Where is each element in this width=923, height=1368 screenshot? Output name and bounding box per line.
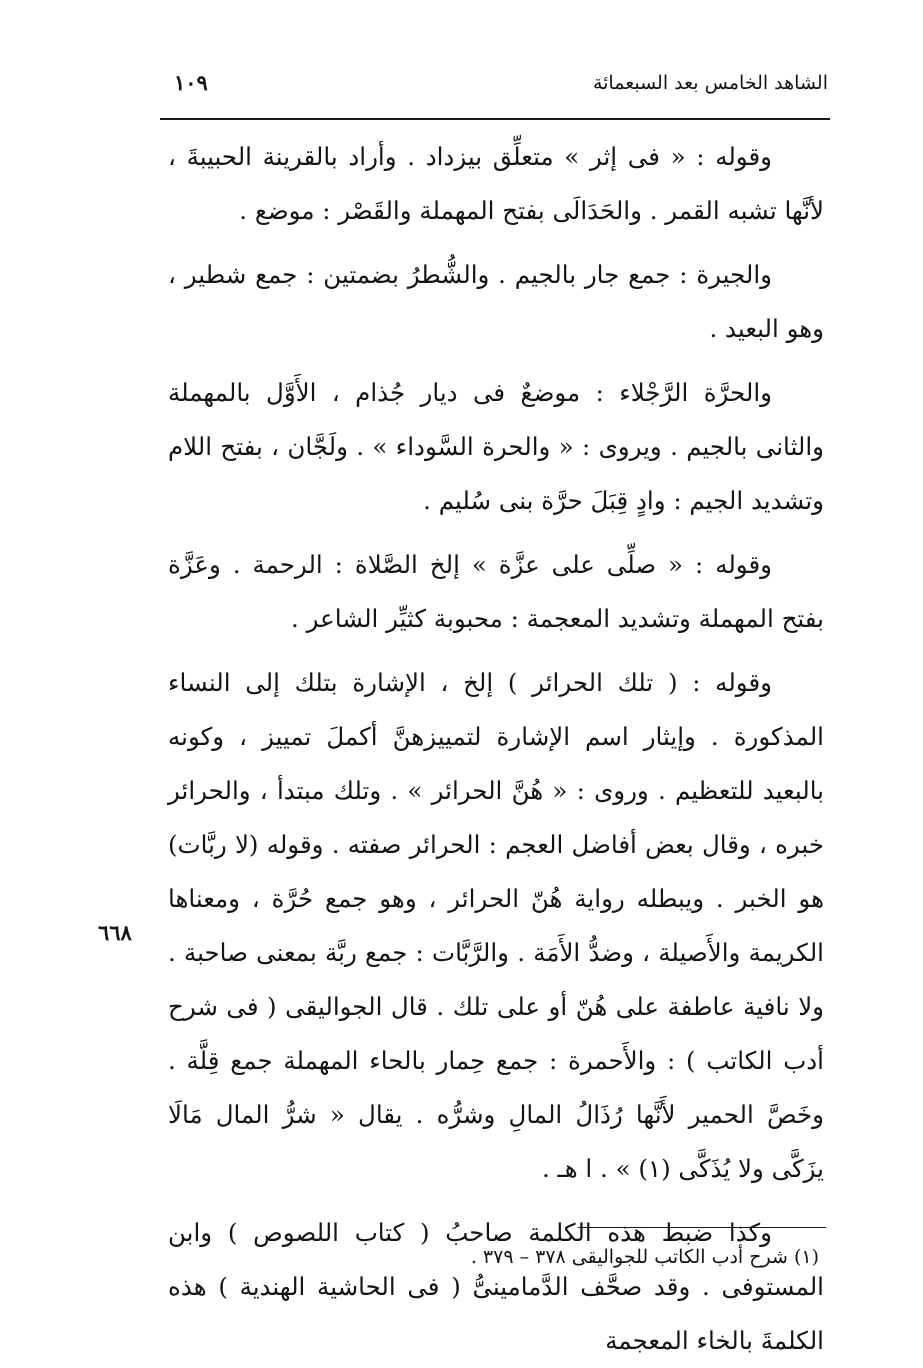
running-title: الشاهد الخامس بعد السبعمائة [592,72,828,94]
paragraph-2: والجيرة : جمع جار بالجيم . والشُّطرُ بضمتين : جمع شطير ، وهو البعيد . [168,260,824,343]
page-number: ١٠٩ [174,70,208,95]
body-text [168,130,824,1368]
margin-number: ٦٦٨ [98,920,132,945]
paragraph-5: وقوله : ( تلك الحرائر ) إلخ ، الإشارة بتلك إلى النساء المذكورة . وإيثار اسم الإشارة لتمييزهنَّ أكملَ تمييز ، وكونه بالبعيد للتعظيم . وروى : « هُنَّ الحرائر » . وتلك مبتدأ ، والحرائر خبره ، وقال بعض أفاضل العجم : الحرائر صفته . وقوله (لا ربَّات) هو الخبر . ويبطله رواية هُنّ الحرائر ، وهو جمع حُرَّة ، ومعناها الكريمة والأَصيلة ، وضدُّ الأَمَة . والرَّبَّات : جمع ربَّة بمعنى صاحبة . ولا نافية عاطفة على هُنّ أو على تلك . قال الجواليقى ( فى شرح أدب الكاتب ) : والأَحمرة : جمع حِمار بالحاء المهملة جمع قِلَّة . وخَصَّ الحمير لأَنَّها رُذَالُ المالِ وشرُّه . يقال « شرُّ المال مَالَا يزَكَّى ولا يُذَكَّى (١) » . ا هـ . [168,668,824,1183]
paragraph-1: وقوله : « فى إثر » متعلِّق بيزداد . وأراد بالقرينة الحبيبةَ ، لأنَّها تشبه القمر . والحَدَالَى بفتح المهملة والقَصْر : موضع . [168,142,824,225]
paragraph-6: وكذا ضبط هذه الكلمة صاحبُ ( كتاب اللصوص ) وابن المستوفى . وقد صحَّف الدَّمامينىُّ ( فى الحاشية الهندية ) هذه الكلمةَ بالخاء المعجمة [168,1218,824,1355]
page-header [160,66,828,110]
paragraph-4: وقوله : « صلِّى على عزَّة » إلخ الصَّلاة : الرحمة . وعَزَّة بفتح المهملة وتشديد المعجمة : محبوبة كثيِّر الشاعر . [168,550,824,633]
header-rule [160,118,830,120]
paragraph-3: والحرَّة الرَّجْلاء : موضعٌ فى ديار جُذام ، الأَوَّل بالمهملة والثانى بالجيم . ويروى : « والحرة السَّوداء » . ولَجَّان ، بفتح اللام وتشديد الجيم : وادٍ قِبَلَ حرَّة بنى سُليم . [168,378,824,515]
footnote: (١) شرح أدب الكاتب للجواليقى ٣٧٨ – ٣٧٩ . [470,1246,819,1268]
footnote-rule [578,1227,826,1228]
